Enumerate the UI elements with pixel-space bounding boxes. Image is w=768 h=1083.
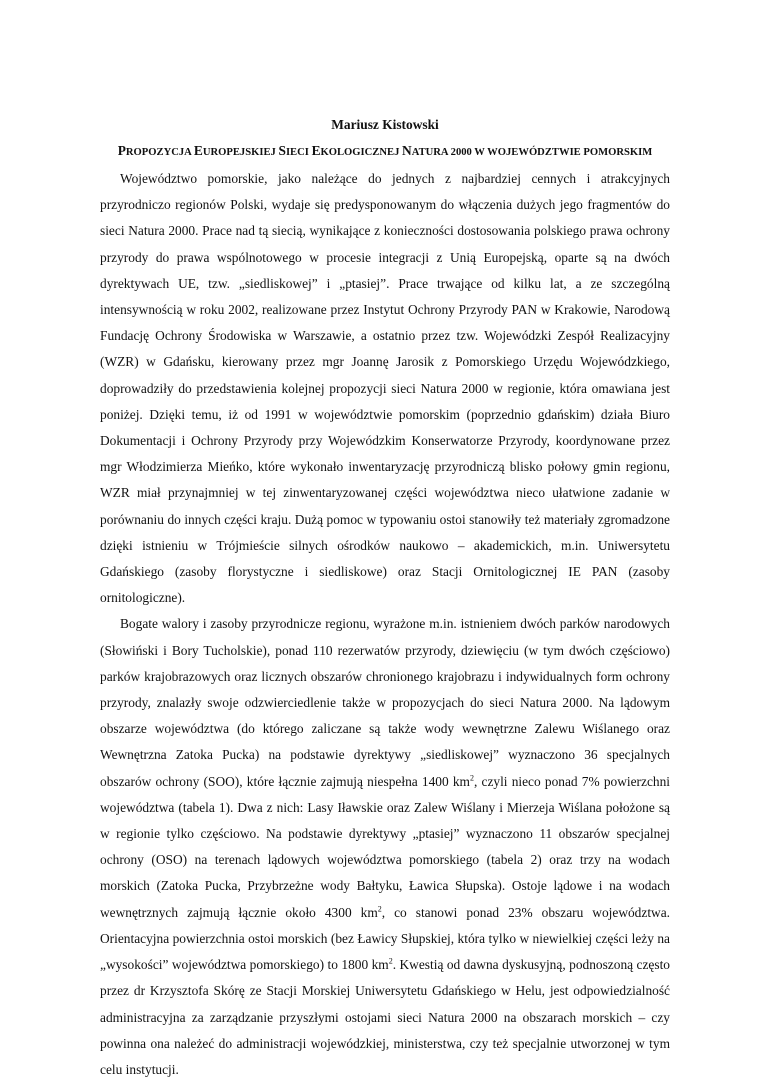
- paragraph-text: , co stanowi ponad 23% obszaru województwa. Orientacyjna powierzchnia ostoi morskich (bez Ławicy Słupskiej, która tylko w niewielkiej części leży na „wysokości” województwa pomorskiego) to 1800 km: [100, 904, 671, 973]
- paragraph-2: [100, 611, 670, 1083]
- author-name: Mariusz Kistowski: [331, 117, 439, 132]
- title-segment: E: [193, 143, 203, 158]
- title-segment: ATURA 2000: [411, 147, 475, 158]
- title-segment: KOLOGICZNEJ: [320, 147, 403, 158]
- title-segment: IECI: [285, 147, 312, 158]
- title-segment: ROPOZYCJA: [125, 147, 194, 158]
- paragraph-1: Województwo pomorskie, jako należące do jednych z najbardziej cennych i atrakcyjnych przyrodniczo regionów Polski, wydaje się predysponowanym do włączenia dużych jego fragmentów do sieci Natura 2000. Prace nad tą siecią, wynikające z konieczności dostosowania polskiego prawa ochrony przyrody do prawa wspólnotowego w procesie integracji z Unią Europejską, oparte są na dwóch dyrektywach UE, tzw. „siedliskowej” i „ptasiej”. Prace trwające od kilku lat, a ze szczególną intensywnością w roku 2002, realizowane przez Instytut Ochrony Przyrody PAN w Krakowie, Narodową Fundację Ochrony Środowiska w Warszawie, a ostatnio przez tzw. Wojewódzki Zespół Realizacyjny (WZR) w Gdańsku, kierowany przez mgr Joannę Jarosik z Pomorskiego Urzędu Wojewódzkiego, doprowadziły do przedstawienia kolejnej propozycji sieci Natura 2000 w regionie, która omawiana jest poniżej. Dzięki temu, iż od 1991 w województwie pomorskim (poprzednio gdańskim) działa Biuro Dokumentacji i Ochrony Przyrody przy Wojewódzkim Konserwatorze Przyrody, koordynowane przez mgr Włodzimierza Mieńko, które wykonało inwentaryzację przyrodniczą blisko połowy gmin regionu, WZR miał przynajmniej w tej zinwentaryzowanej części województwa nieco ułatwione zadanie w porównaniu do innych części kraju. Dużą pomoc w typowaniu ostoi stanowiły też materiały zgromadzone dzięki istnieniu w Trójmieście silnych ośrodków naukowo – akademickich, m.in. Uniwersytetu Gdańskiego (zasoby florystyczne i siedliskowe) oraz Stacji Ornitologicznej IE PAN (zasoby ornitologiczne).: [100, 171, 670, 606]
- title-segment: W WOJEWÓDZTWIE POMORSKIM: [474, 147, 653, 158]
- title-segment: P: [117, 143, 126, 158]
- document-title: [100, 138, 670, 166]
- title-segment: S: [278, 143, 286, 158]
- paragraph-text: , czyli nieco ponad 7% powierzchni województwa (tabela 1). Dwa z nich: Lasy Iławskie oraz Zalew Wiślany i Mierzeja Wiślana położone są w regionie tylko częściowo. Na podstawie dyrektywy „ptasiej” wyznaczono 11 obszarów specjalnej ochrony (OSO) na terenach lądowych województwa pomorskiego (tabela 2) oraz trzy na wodach morskich (Zatoka Pucka, Przybrzeżne wody Bałtyku, Ławica Słupska). Ostoje lądowe i na wodach wewnętrznych zajmują łącznie około 4300 km: [100, 773, 670, 920]
- superscript: 2: [388, 956, 393, 966]
- paragraph-text: . Kwestią od dawna dyskusyjną, podnoszoną często przez dr Krzysztofa Skórę ze Stacji Morskiej Uniwersytetu Gdańskiego w Helu, jest odpowiedzialność administracyjna za zarządzanie przyszłymi ostojami sieci Natura 2000 na obszarach morskich – czy powinna ona należeć do administracji wojewódzkiej, ministerstwa, czy też specjalnie utworzonej w tym celu instytucji.: [100, 957, 670, 1077]
- document-page: [100, 112, 670, 1083]
- paragraph-text: Bogate walory i zasoby przyrodnicze regionu, wyrażone m.in. istnieniem dwóch parków narodowych (Słowiński i Bory Tucholskie), ponad 110 rezerwatów przyrody, dziewięciu (w tym dwóch częściowo) parków krajobrazowych oraz licznych obszarów chronionego krajobrazu i indywidualnych form ochrony przyrody, znalazły swoje odzwierciedlenie także w propozycjach do sieci Natura 2000. Na lądowym obszarze województwa (do którego zaliczane są także wody wewnętrzne Zalewu Wiślanego oraz Wewnętrzna Zatoka Pucka) na podstawie dyrektywy „siedliskowej” wyznaczono 36 specjalnych obszarów ochrony (SOO), które łącznie zajmują niespełna 1400 km: [100, 616, 670, 789]
- title-segment: UROPEJSKIEJ: [202, 147, 279, 158]
- superscript: 2: [469, 773, 474, 783]
- superscript: 2: [377, 904, 382, 914]
- title-segment: N: [402, 143, 412, 158]
- title-segment: E: [311, 143, 321, 158]
